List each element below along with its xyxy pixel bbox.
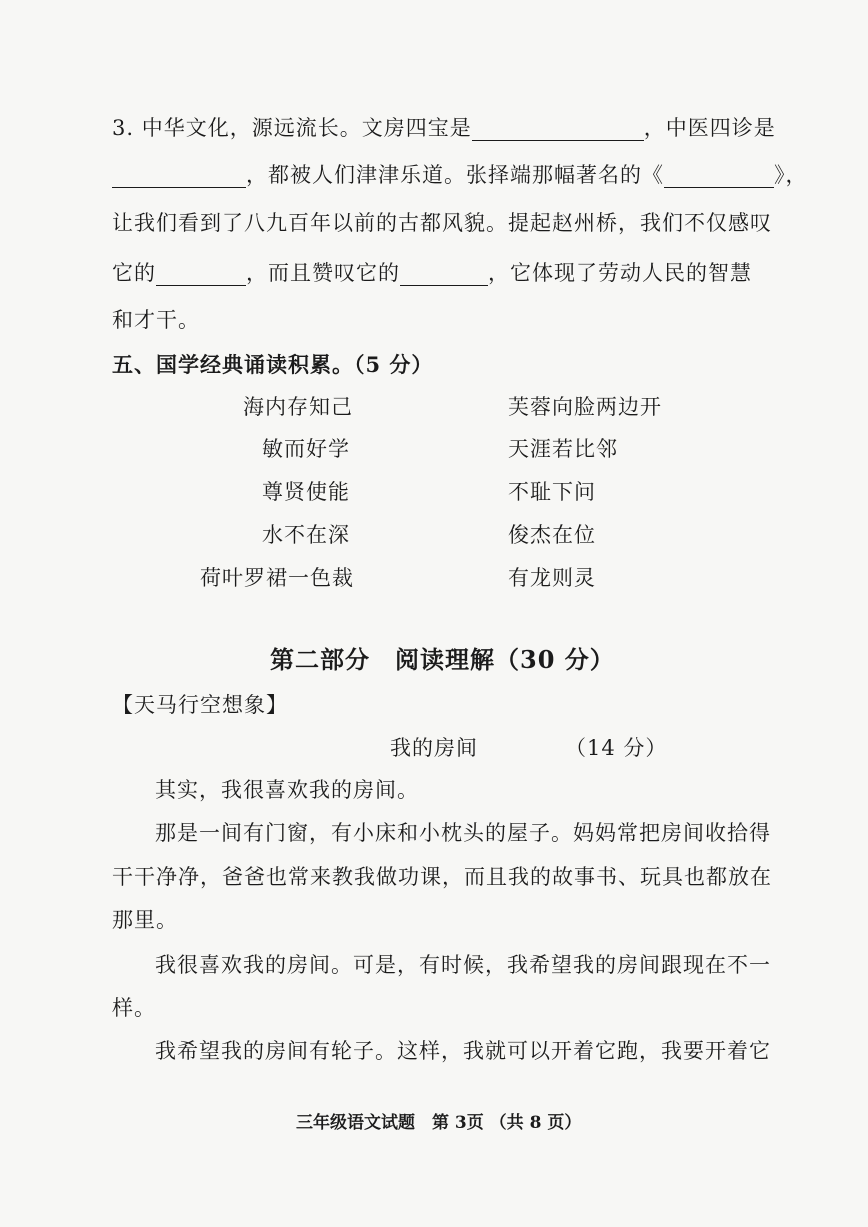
part2-tag: 【天马行空想象】 xyxy=(112,693,288,717)
match-right-1[interactable]: 芙蓉向脸两边开 xyxy=(508,395,662,419)
q3-text-4b: ，而且赞叹它的 xyxy=(246,261,400,285)
q3-line-5: 和才干。 xyxy=(112,308,200,332)
section5-title: 五、国学经典诵读积累。（5 分） xyxy=(112,352,434,377)
q3-line-4 xyxy=(112,258,752,288)
passage-paragraph-2-line-2: 干干净净，爸爸也常来教我做功课，而且我的故事书、玩具也都放在 xyxy=(112,865,772,889)
passage-paragraph-3-line-1: 我很喜欢我的房间。可是，有时候，我希望我的房间跟现在不一 xyxy=(155,953,771,977)
page-footer: 三年级语文试题 第 3页 （共 8 页） xyxy=(296,1113,582,1133)
match-left-5[interactable]: 荷叶罗裙一色裁 xyxy=(200,566,354,590)
q3-text-1b: ，中医四诊是 xyxy=(643,116,776,140)
passage-paragraph-3-line-2: 样。 xyxy=(112,996,156,1020)
match-left-1[interactable]: 海内存知己 xyxy=(243,395,353,419)
match-right-2[interactable]: 天涯若比邻 xyxy=(508,437,618,461)
passage-score: （14 分） xyxy=(565,736,668,760)
match-right-5[interactable]: 有龙则灵 xyxy=(508,566,596,590)
match-right-4[interactable]: 俊杰在位 xyxy=(508,523,596,547)
match-right-3[interactable]: 不耻下问 xyxy=(508,480,596,504)
match-left-2[interactable]: 敏而好学 xyxy=(262,437,350,461)
part2-title: 第二部分 阅读理解（30 分） xyxy=(270,645,615,674)
q3-text-1a: 3. 中华文化，源远流长。文房四宝是 xyxy=(112,116,472,140)
passage-paragraph-2-line-3: 那里。 xyxy=(112,908,178,932)
blank-four-treasures[interactable] xyxy=(472,118,644,141)
passage-paragraph-4-line-1: 我希望我的房间有轮子。这样，我就可以开着它跑，我要开着它 xyxy=(155,1039,771,1063)
q3-line-3: 让我们看到了八九百年以前的古都风貌。提起赵州桥，我们不仅感叹 xyxy=(112,211,772,235)
blank-four-diagnoses[interactable] xyxy=(112,165,246,188)
passage-paragraph-2-line-1: 那是一间有门窗，有小床和小枕头的屋子。妈妈常把房间收拾得 xyxy=(155,821,771,845)
passage-paragraph-1: 其实，我很喜欢我的房间。 xyxy=(155,778,419,802)
match-left-4[interactable]: 水不在深 xyxy=(262,523,350,547)
blank-bridge-quality-2[interactable] xyxy=(400,263,488,286)
blank-painting-name[interactable] xyxy=(664,165,774,188)
match-left-3[interactable]: 尊贤使能 xyxy=(262,480,350,504)
passage-title: 我的房间 xyxy=(390,736,478,760)
q3-line-1 xyxy=(112,113,776,143)
q3-text-2a: ，都被人们津津乐道。张择端那幅著名的《 xyxy=(246,163,664,187)
q3-line-2 xyxy=(112,160,808,190)
blank-bridge-quality-1[interactable] xyxy=(156,263,246,286)
q3-text-2b: 》， xyxy=(774,163,808,187)
q3-text-4c: ，它体现了劳动人民的智慧 xyxy=(488,261,752,285)
q3-text-4a: 它的 xyxy=(112,261,156,285)
